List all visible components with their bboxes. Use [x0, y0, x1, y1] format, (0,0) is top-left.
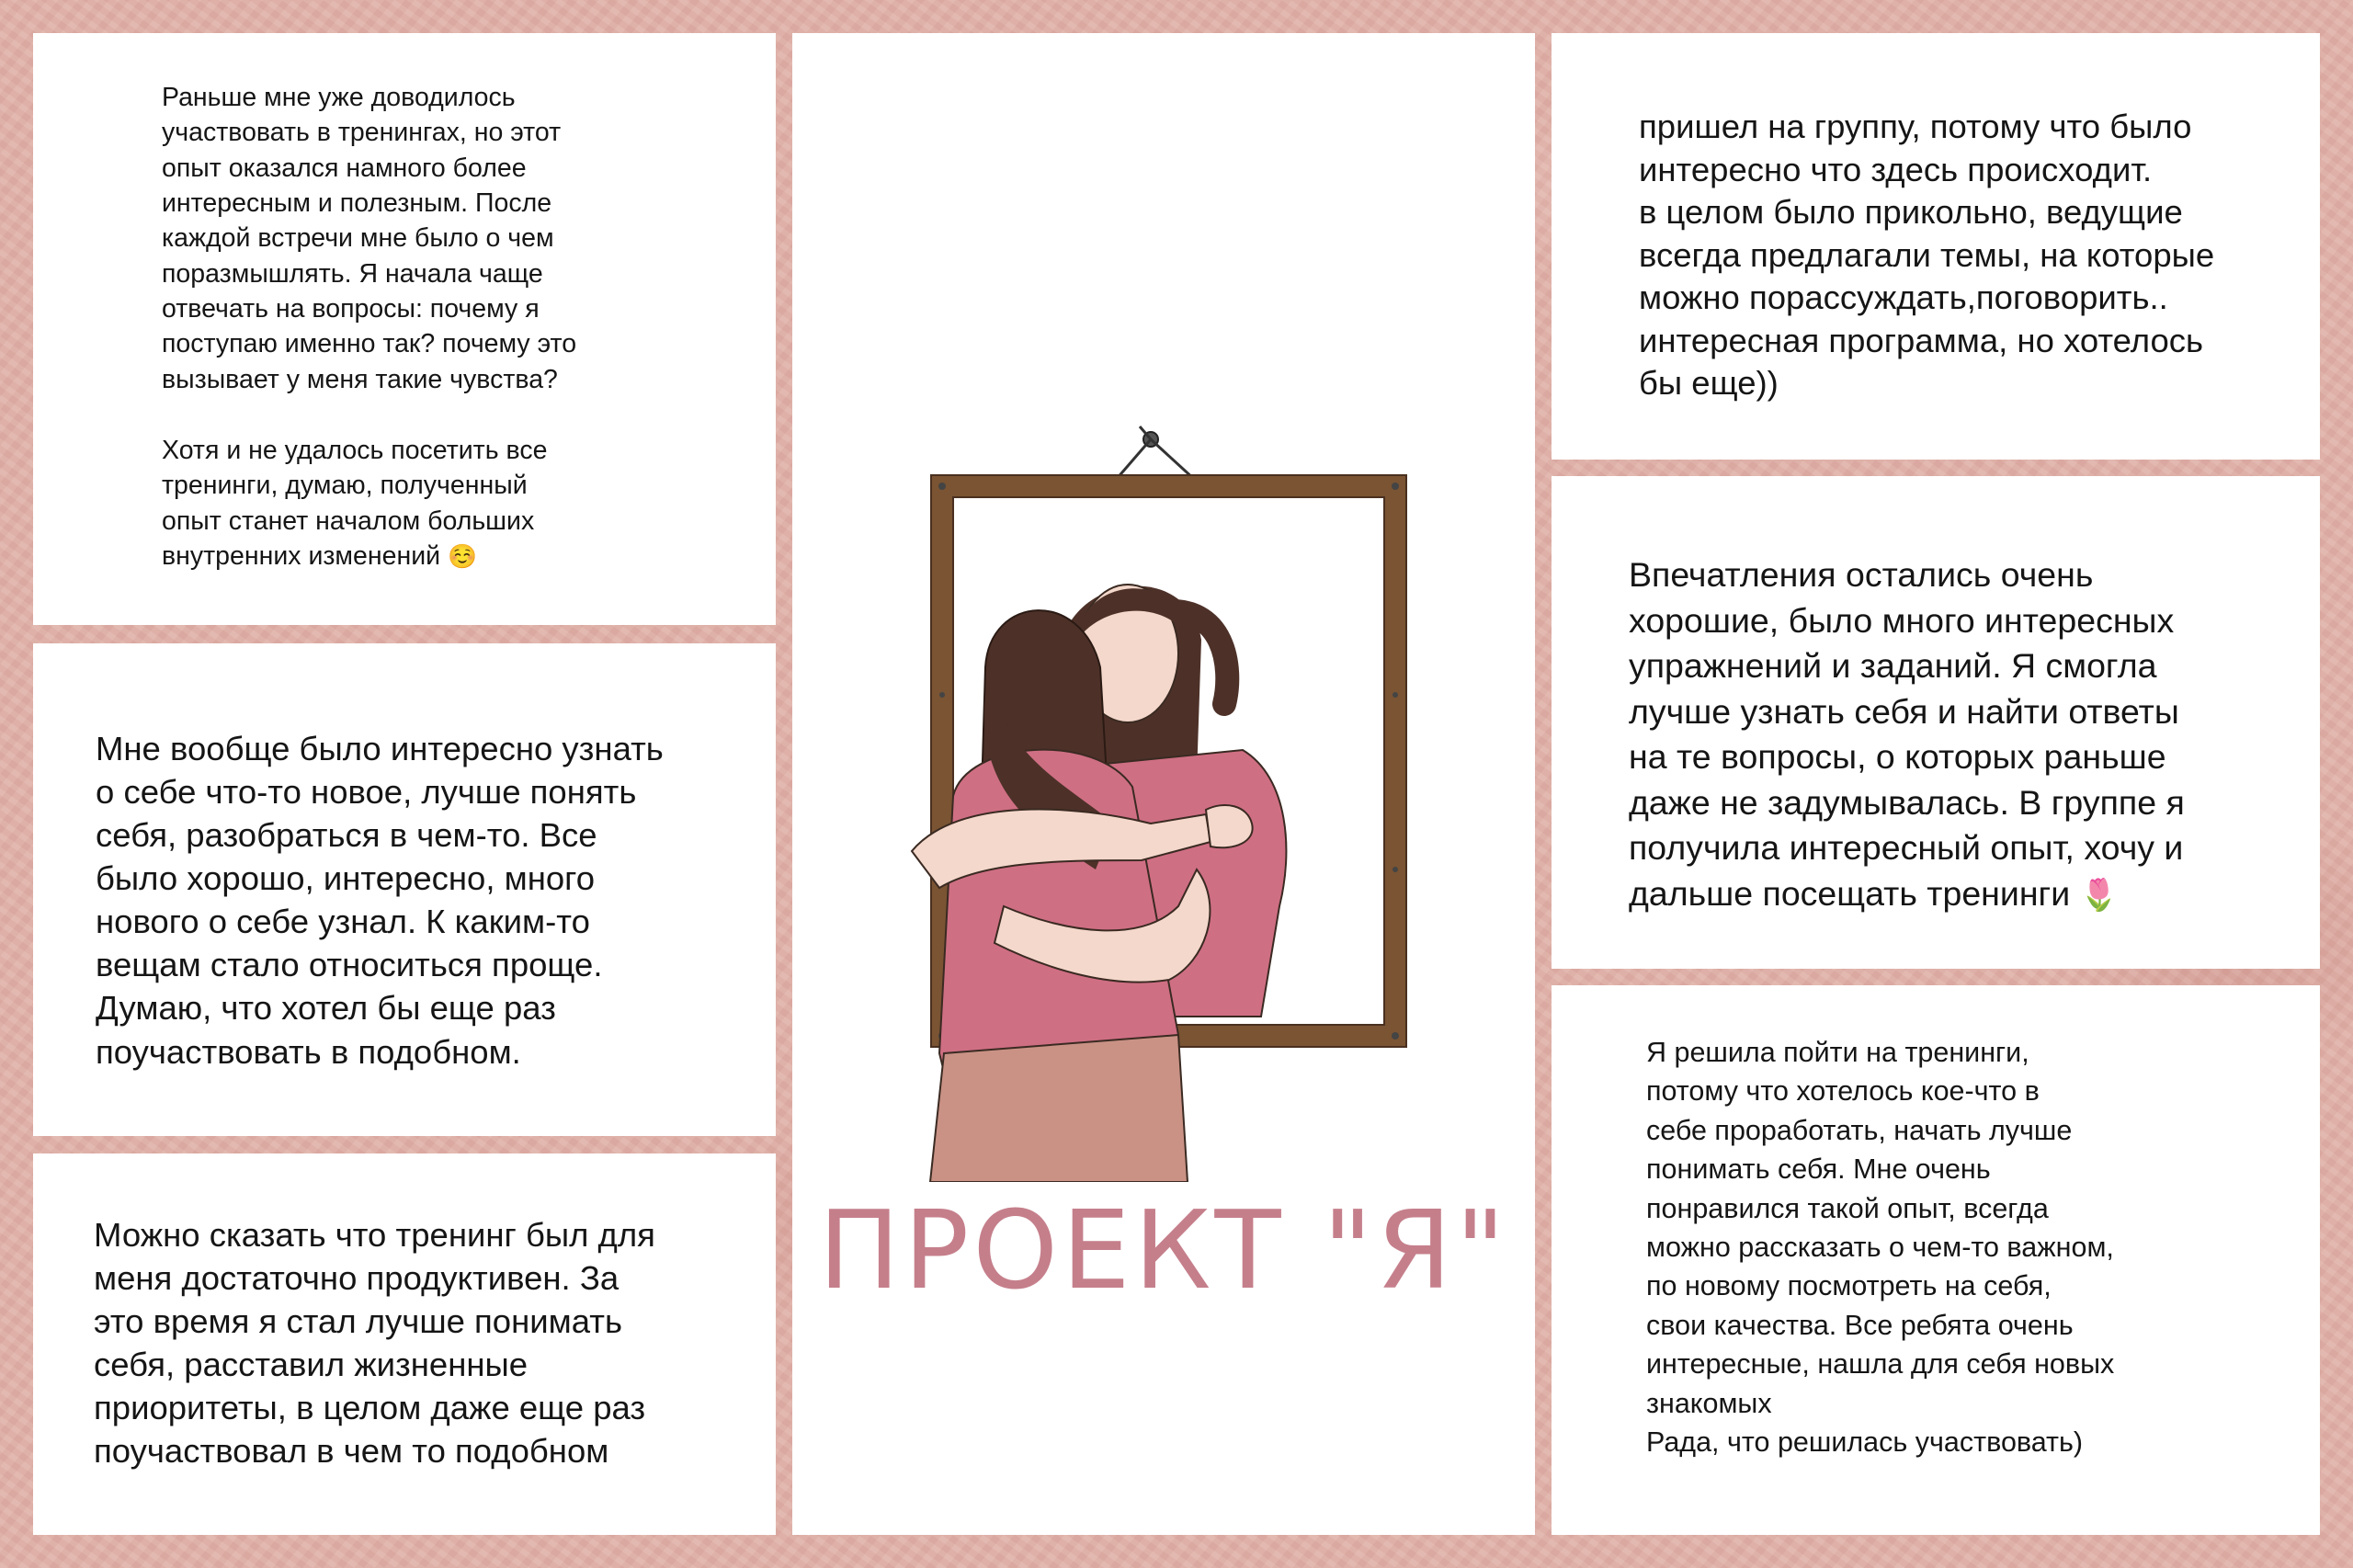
testimonial-3-text: Можно сказать что тренинг был для меня достаточно продуктивен. За это время я стал лучше понимать себя, расставил жизненные приоритеты, в целом даже еще раз поучаствовал в чем то подобном — [94, 1216, 655, 1471]
testimonial-2-text: Мне вообще было интересно узнать о себе что-то новое, лучше понять себя, разобраться в чем-то. Все было хорошо, интересно, много нового о себе узнал. К каким-то вещам стало относиться проще. Думаю, что хотел бы еще раз поучаствовать в подобном. — [96, 730, 664, 1071]
testimonial-6-paragraph — [1629, 552, 2320, 916]
testimonial-1-paragraph-1: Раньше мне уже доводилось участвовать в тренингах, но этот опыт оказался намного более интересным и полезным. После каждой встречи мне было о чем поразмышлять. Я начала чаще отвечать на вопросы: почему я поступаю именно так? почему это вызывает у меня такие чувства? — [162, 83, 577, 394]
testimonial-card-6 — [1552, 476, 2320, 969]
testimonial-card-3 — [33, 1153, 776, 1535]
testimonial-card-1 — [33, 33, 776, 625]
tulip-icon: 🌷 — [2079, 877, 2119, 913]
center-poster-card — [792, 33, 1535, 1535]
smiling-face-icon: ☺️ — [447, 543, 477, 570]
girl-hugging-mirror-reflection-icon — [903, 392, 1436, 1182]
testimonial-card-7 — [1552, 985, 2320, 1535]
testimonial-card-2 — [33, 643, 776, 1136]
testimonial-card-5 — [1552, 33, 2320, 460]
testimonial-6-text: Впечатления остались очень хорошие, было много интересных упражнений и заданий. Я смогла лучше узнать себя и найти ответы на те вопросы, о которых раньше даже не задумывалась. В группе я получила интересный опыт, хочу и дальше посещать тренинги — [1629, 555, 2185, 913]
testimonial-7-text: Я решила пойти на тренинги, потому что хотелось кое-что в себе проработать, начать лучше понимать себя. Мне очень понравился такой опыт, всегда можно рассказать о чем-то важном, по новому посмотреть на себя, свои качества. Все ребята очень интересные, нашла для себя новых знакомых Рада, что решилась участвовать) — [1646, 1037, 2115, 1458]
testimonial-1-paragraph-2 — [162, 433, 776, 574]
testimonial-1-paragraph-2-text: Хотя и не удалось посетить все тренинги, думаю, полученный опыт станет началом больших внутренних изменений — [162, 435, 548, 571]
project-title: ПРОЕКТ "Я" — [818, 1187, 1509, 1313]
testimonial-5-text: пришел на группу, потому что было интересно что здесь происходит. в целом было прикольно, ведущие всегда предлагали темы, на которые можно порассуждать,поговорить.. интересная программа, но хотелось бы еще)) — [1639, 108, 2215, 403]
